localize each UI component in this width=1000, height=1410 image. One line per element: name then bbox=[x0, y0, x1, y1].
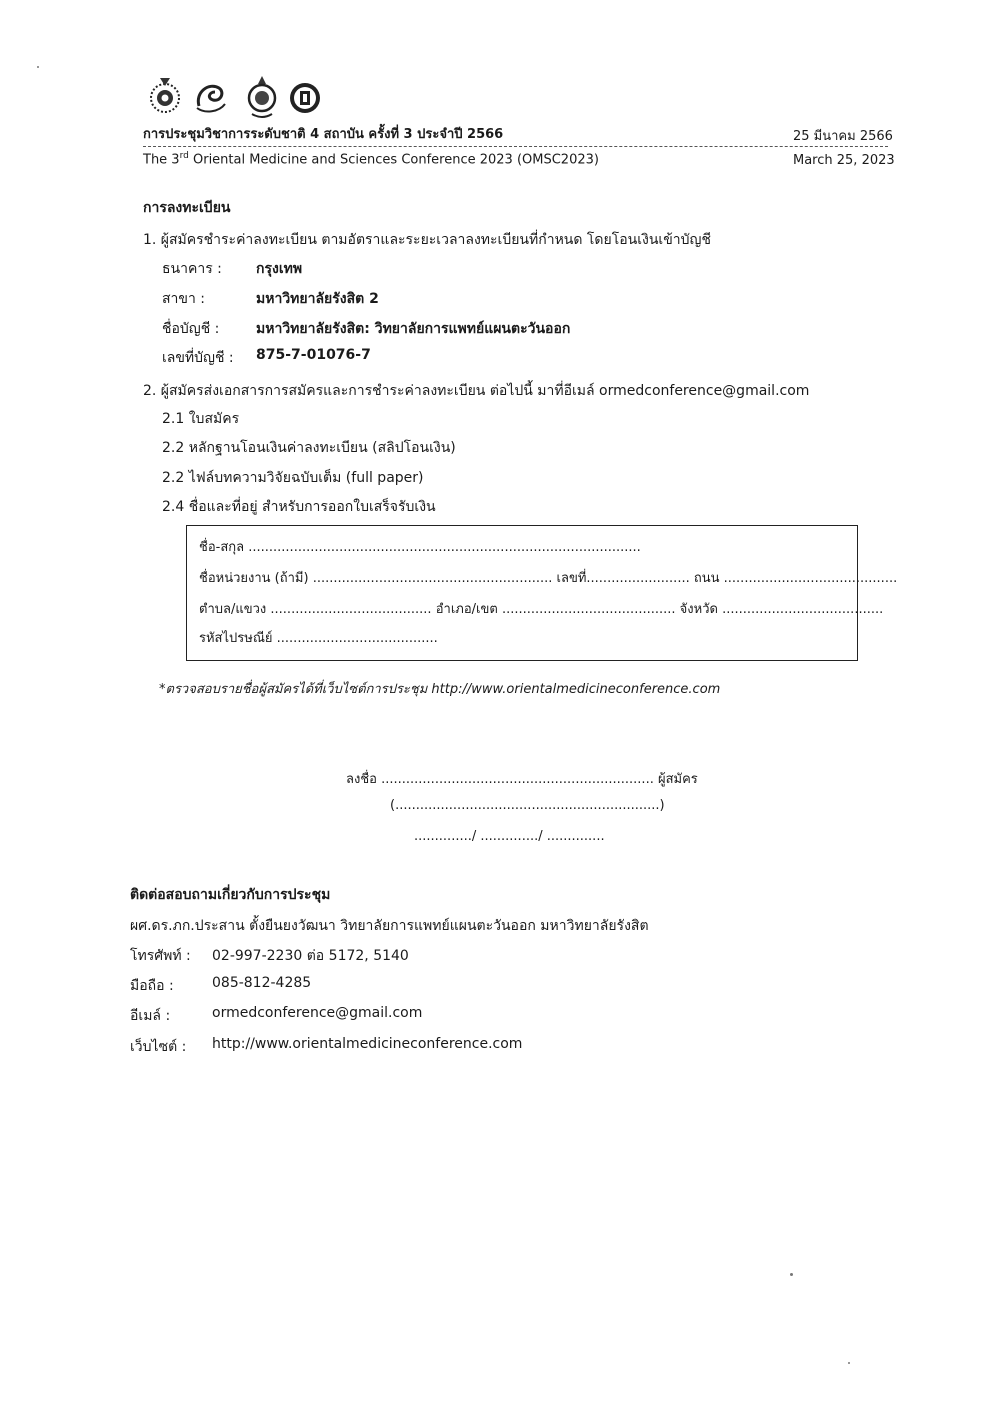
website-link[interactable]: http://www.orientalmedicineconference.com bbox=[212, 1036, 523, 1052]
postcode-field-row bbox=[199, 627, 438, 648]
header-title-en bbox=[143, 151, 599, 167]
email-link[interactable]: ormedconference@gmail.com bbox=[212, 1005, 423, 1021]
sub-item-receipt-address: 2.4 ชื่อและที่อยู่ สำหรับการออกใบเสร็จรับเงิน bbox=[162, 499, 436, 515]
road-dotted-line[interactable]: .......................................... bbox=[723, 571, 898, 586]
bank-label: ธนาคาร : bbox=[162, 261, 222, 277]
header-title-en-sup: rd bbox=[179, 151, 189, 161]
number-dotted-line[interactable]: ......................... bbox=[586, 571, 690, 586]
postcode-label: รหัสไปรษณีย์ bbox=[199, 631, 273, 646]
sub-item-full-paper: 2.2 ไฟล์บทความวิจัยฉบับเต็ม (full paper) bbox=[162, 470, 424, 486]
name-dotted-line[interactable]: ............................................................................................... bbox=[248, 540, 641, 555]
account-name-value: มหาวิทยาลัยรังสิต: วิทยาลัยการแพทย์แผนตะวันออก bbox=[256, 321, 571, 337]
signature-name-line[interactable]: (................................................................) bbox=[390, 798, 665, 813]
org-field-row bbox=[199, 567, 897, 588]
header-title-th: การประชุมวิชาการระดับชาติ 4 สถาบัน ครั้งที่ 3 ประจำปี 2566 bbox=[143, 127, 504, 142]
sign-label: ลงชื่อ bbox=[346, 772, 377, 787]
sub-item-transfer-slip: 2.2 หลักฐานโอนเงินค่าลงทะเบียน (สลิปโอนเงิน) bbox=[162, 440, 456, 456]
district-label: อำเภอ/เขต bbox=[435, 602, 498, 617]
name-label: ชื่อ-สกุล bbox=[199, 540, 245, 555]
website-label: เว็บไซต์ : bbox=[130, 1039, 187, 1055]
province-label: จังหวัด bbox=[679, 602, 718, 617]
district-dotted-line[interactable]: .......................................... bbox=[501, 602, 676, 617]
account-number-label: เลขที่บัญชี : bbox=[162, 350, 234, 366]
applicant-label: ผู้สมัคร bbox=[657, 772, 698, 787]
postcode-dotted-line[interactable]: ....................................... bbox=[276, 631, 438, 646]
scan-speck bbox=[37, 66, 39, 68]
scan-speck bbox=[790, 1273, 793, 1276]
contact-heading: ติดต่อสอบถามเกี่ยวกับการประชุม bbox=[130, 887, 331, 903]
road-label: ถนน bbox=[693, 571, 720, 586]
header-divider bbox=[143, 146, 888, 147]
email-label: อีเมล์ : bbox=[130, 1008, 171, 1024]
registration-step-2: 2. ผู้สมัครส่งเอกสารการสมัครและการชำระค่าลงทะเบียน ต่อไปนี้ มาที่อีเมล์ ormedconference@gmail.com bbox=[143, 383, 810, 399]
phone-value: 02-997-2230 ต่อ 5172, 5140 bbox=[212, 948, 409, 964]
number-label: เลขที่ bbox=[556, 571, 587, 586]
header-date-en: March 25, 2023 bbox=[793, 153, 895, 168]
registration-heading: การลงทะเบียน bbox=[143, 200, 231, 216]
university-crest-logo bbox=[249, 76, 275, 117]
sub-item-application-form: 2.1 ใบสมัคร bbox=[162, 411, 240, 427]
org-label: ชื่อหน่วยงาน (ถ้ามี) bbox=[199, 571, 309, 586]
round-seal-logo bbox=[290, 83, 320, 113]
address-field-row bbox=[199, 598, 883, 619]
contact-person: ผศ.ดร.ภก.ประสาน ตั้งยืนยงวัฒนา วิทยาลัยการแพทย์แผนตะวันออก มหาวิทยาลัยรังสิต bbox=[130, 918, 649, 934]
subdistrict-label: ตำบล/แขวง bbox=[199, 602, 267, 617]
website-note: *ตรวจสอบรายชื่อผู้สมัครได้ที่เว็บไซต์การประชุม http://www.orientalmedicineconference.com bbox=[159, 682, 721, 697]
province-dotted-line[interactable]: ....................................... bbox=[722, 602, 884, 617]
header-title-en-pre: The 3 bbox=[143, 152, 180, 168]
mobile-value: 085-812-4285 bbox=[212, 975, 312, 991]
emblem-logo bbox=[151, 78, 179, 112]
branch-label: สาขา : bbox=[162, 291, 206, 307]
scan-speck bbox=[848, 1362, 850, 1364]
swirl-logo bbox=[197, 86, 225, 111]
mobile-label: มือถือ : bbox=[130, 978, 174, 994]
registration-step-1: 1. ผู้สมัครชำระค่าลงทะเบียน ตามอัตราและระยะเวลาลงทะเบียนที่กำหนด โดยโอนเงินเข้าบัญชี bbox=[143, 232, 711, 248]
account-number-value: 875-7-01076-7 bbox=[256, 347, 371, 363]
account-name-label: ชื่อบัญชี : bbox=[162, 321, 220, 337]
signature-date-line[interactable]: ............../ ............../ .............. bbox=[414, 829, 605, 844]
branch-value: มหาวิทยาลัยรังสิต 2 bbox=[256, 291, 379, 307]
org-dotted-line[interactable]: .......................................................... bbox=[312, 571, 553, 586]
signature-dotted-line[interactable]: .................................................................. bbox=[381, 772, 654, 787]
phone-label: โทรศัพท์ : bbox=[130, 948, 191, 964]
header-logos bbox=[145, 74, 325, 118]
signature-row bbox=[346, 768, 698, 789]
header-title-en-post: Oriental Medicine and Sciences Conference 2023 (OMSC2023) bbox=[188, 152, 599, 168]
subdistrict-dotted-line[interactable]: ....................................... bbox=[270, 602, 432, 617]
header-date-th: 25 มีนาคม 2566 bbox=[793, 129, 893, 144]
name-field-row bbox=[199, 536, 641, 557]
bank-value: กรุงเทพ bbox=[256, 261, 303, 277]
